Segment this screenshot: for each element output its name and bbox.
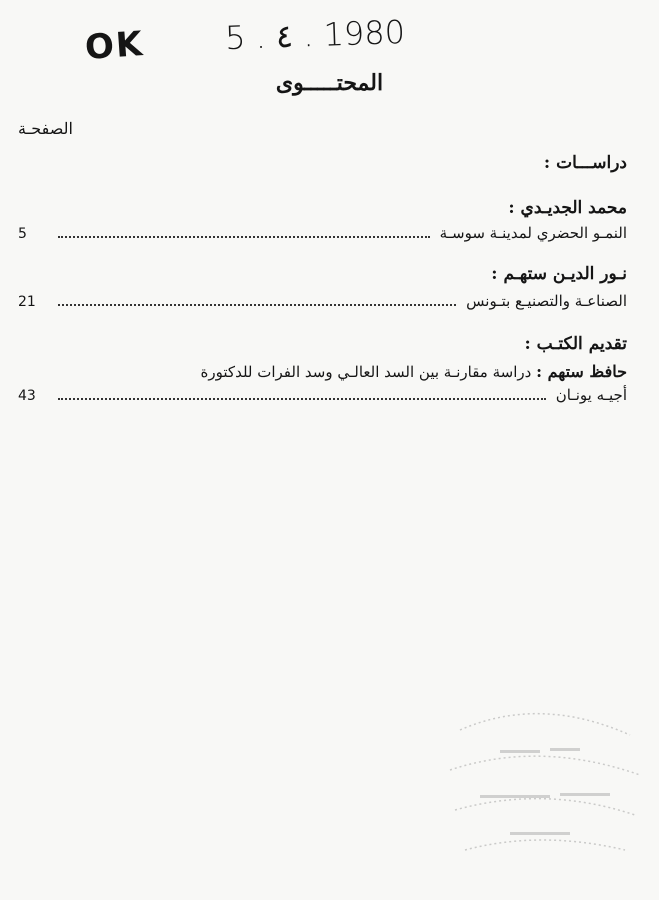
entry-title: الصناعـة والتصنيـع بتـونس [466, 292, 627, 310]
entry-title: النمـو الحضري لمدينـة سوسـة [439, 224, 627, 242]
page-title: المحتـــــوى [275, 70, 384, 96]
dot-leader [58, 224, 430, 238]
toc-entry-3-line-1 [27, 362, 627, 381]
entry-author-1: محمد الجديـدي : [508, 198, 627, 218]
entry-page-number: 43 [18, 388, 36, 404]
section-heading-studies: دراســـات : [543, 153, 627, 173]
entry-page-number: 5 [18, 226, 27, 242]
section-heading-book-reviews: تقديم الكتـب : [524, 334, 627, 354]
entry-author-2: نـور الديـن ستهـم : [491, 264, 627, 284]
dot-leader [58, 386, 546, 400]
toc-entry-3[interactable] [18, 386, 627, 408]
page-column-label: الصفحـة [18, 119, 73, 138]
handwritten-date: 5 . ٤ . 1980 [224, 12, 406, 58]
entry-title: دراسة مقارنـة بين السد العالـي وسد الفرات للدكتورة [200, 363, 532, 381]
faded-stamp-icon [440, 700, 650, 875]
entry-author-3: حافظ ستهم : [536, 362, 627, 381]
toc-entry-2[interactable] [18, 292, 627, 314]
dot-leader [58, 292, 456, 306]
handwritten-annotation [55, 8, 555, 68]
entry-title-continued: أجيـه يونـان [555, 386, 627, 404]
toc-entry-1[interactable] [18, 224, 627, 246]
entry-page-number: 21 [18, 294, 36, 310]
handwritten-ok: OK [83, 23, 146, 69]
